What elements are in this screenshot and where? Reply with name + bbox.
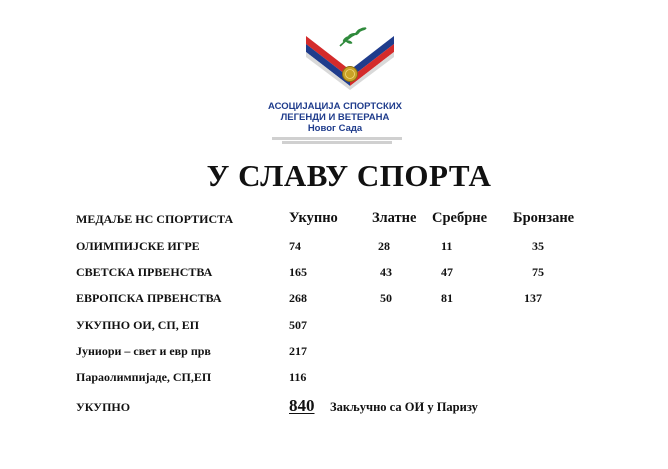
table-header-bronze: Бронзане xyxy=(513,210,575,226)
organization-name-line3: Новог Сада xyxy=(307,123,363,134)
table-row-gold: 28 xyxy=(378,239,390,253)
table-row-label: ОЛИМПИЈСКЕ ИГРЕ xyxy=(76,239,200,253)
organization-name-line2: ЛЕГЕНДИ И ВЕТЕРАНА xyxy=(280,112,390,123)
table-header-silver: Сребрне xyxy=(432,210,488,226)
organization-name xyxy=(240,101,430,134)
table-row-total: 116 xyxy=(289,370,307,384)
table-row-bronze: 137 xyxy=(524,291,542,305)
organization-fine-print xyxy=(262,136,412,145)
organization-name-line1: АСОЦИЈАЦИЈА СПОРТСКИХ xyxy=(267,101,403,112)
table-row-total: 217 xyxy=(289,344,307,358)
table-header-gold: Златне xyxy=(372,210,417,226)
table-row-label: СВЕТСКА ПРВЕНСТВА xyxy=(76,265,213,279)
table-row-gold: 50 xyxy=(380,291,392,305)
table-row-silver: 81 xyxy=(441,291,453,305)
table-header-total: Укупно xyxy=(289,210,338,226)
grand-total-label: УКУПНО xyxy=(76,400,131,414)
table-row-total: 165 xyxy=(289,265,307,279)
page-title: У СЛАВУ СПОРТА xyxy=(206,158,492,193)
table-row-total: 507 xyxy=(289,318,307,332)
table-row-total: 268 xyxy=(289,291,307,305)
table-row-bronze: 35 xyxy=(532,239,544,253)
table-row-label: УКУПНО ОИ, СП, ЕП xyxy=(76,318,200,332)
table-header-label: МЕДАЉЕ НС СПОРТИСТА xyxy=(76,212,234,226)
table-row-total: 74 xyxy=(289,239,301,253)
table-row-label: Параолимпијаде, СП,ЕП xyxy=(76,370,212,384)
grand-total-note: Закључно са ОИ у Паризу xyxy=(330,400,478,414)
organization-logo-icon xyxy=(300,24,400,94)
table-row-label: ЕВРОПСКА ПРВЕНСТВА xyxy=(76,291,222,305)
table-row-gold: 43 xyxy=(380,265,392,279)
table-row-silver: 47 xyxy=(441,265,453,279)
table-row-label: Јуниори – свет и евр прв xyxy=(76,344,211,358)
grand-total-value: 840 xyxy=(289,396,315,415)
table-row-silver: 11 xyxy=(441,239,453,253)
table-row-bronze: 75 xyxy=(532,265,544,279)
